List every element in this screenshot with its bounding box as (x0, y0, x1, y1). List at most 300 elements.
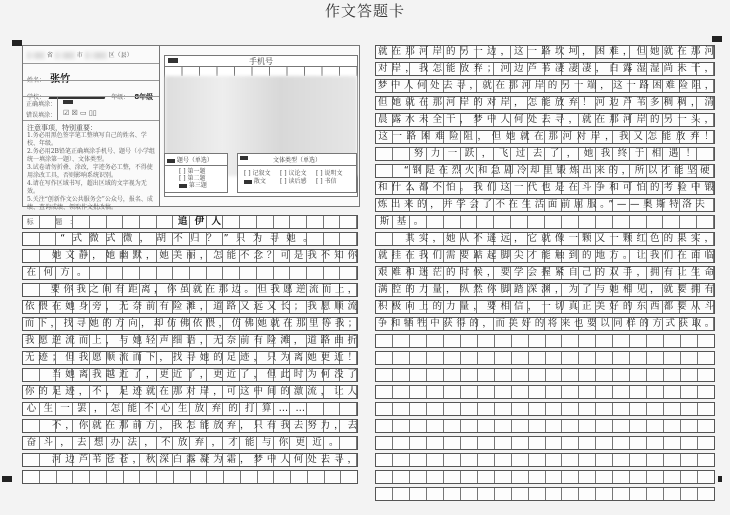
essay-row[interactable] (375, 147, 715, 161)
grid-cell (613, 403, 630, 415)
grid-cell (393, 454, 410, 466)
grid-cell (478, 437, 495, 449)
essay-row-text: 她文静，她幽默，她美丽，怎能不念？可是我不知你 (24, 250, 361, 261)
essay-row[interactable] (22, 453, 361, 467)
grid-cell (478, 488, 495, 500)
genre-choice (237, 153, 357, 193)
grid-cell (427, 420, 444, 432)
grid-cell (478, 369, 495, 381)
grid-cell (596, 386, 613, 398)
grid-cell (427, 471, 444, 483)
grid-cell (308, 471, 325, 483)
empty-row[interactable] (375, 351, 715, 365)
essay-row[interactable] (375, 113, 719, 127)
grid-cell (393, 369, 410, 381)
grid-cell (647, 403, 664, 415)
grid-cell (579, 403, 596, 415)
marker-icon (240, 156, 248, 160)
essay-row[interactable] (375, 198, 715, 212)
notice-title: 注意事项，特别重要： (27, 124, 97, 132)
empty-row[interactable] (375, 334, 715, 348)
genre-option[interactable]: [ ] 记叙文 (244, 170, 271, 177)
essay-row[interactable] (22, 436, 358, 450)
grid-cell (376, 386, 393, 398)
grid-cell (698, 386, 714, 398)
empty-row[interactable] (375, 368, 715, 382)
grid-cell (123, 267, 140, 279)
grid-cell (613, 454, 630, 466)
question-choice (164, 153, 228, 193)
grid-cell (258, 471, 275, 483)
notice-item: 4.请在写作区域书写，超出区域的文字视为无效。 (27, 180, 147, 195)
phone-label: 手机号 (249, 57, 273, 66)
grid-cell (579, 471, 596, 483)
grid-cell (40, 471, 57, 483)
grid-cell (647, 216, 664, 228)
essay-row[interactable] (375, 249, 719, 263)
grid-cell (512, 369, 529, 381)
grid-cell (410, 369, 427, 381)
grid-cell (630, 216, 647, 228)
essay-row-text: 斯基。 (379, 216, 431, 227)
grid-cell (274, 471, 291, 483)
grid-cell (681, 420, 698, 432)
grid-cell (341, 471, 357, 483)
essay-row[interactable] (22, 317, 361, 331)
grid-cell (596, 454, 613, 466)
grid-cell (461, 335, 478, 347)
grid-cell (107, 471, 124, 483)
essay-row-text: 满腔的力量，纵然你脚踏深渊，为了与她相见，就要拥有 (378, 284, 719, 295)
grid-cell (324, 216, 341, 228)
grid-cell (410, 420, 427, 432)
grid-cell (613, 471, 630, 483)
writing-grid-left[interactable] (22, 215, 361, 485)
grid-cell (324, 267, 341, 279)
grid-cell (562, 454, 579, 466)
grid-cell (613, 369, 630, 381)
grid-cell (579, 420, 596, 432)
grid-cell (257, 216, 274, 228)
essay-row[interactable] (22, 351, 361, 365)
essay-title: 追伊人 (177, 216, 229, 227)
grid-cell (444, 386, 461, 398)
grid-cell (630, 352, 647, 364)
grid-cell (427, 369, 444, 381)
grid-cell (664, 386, 681, 398)
grid-cell (613, 335, 630, 347)
grid-cell (461, 471, 478, 483)
empty-row[interactable] (375, 419, 715, 433)
grid-cell (681, 335, 698, 347)
grid-cell (613, 386, 630, 398)
genre-option[interactable]: [ ] 说明文 (316, 170, 343, 177)
grid-cell (630, 488, 647, 500)
grid-cell (494, 216, 511, 228)
grid-cell (596, 403, 613, 415)
grid-cell (596, 369, 613, 381)
province-label: 省 (46, 52, 53, 59)
grid-cell (630, 437, 647, 449)
filled-bubble (244, 180, 252, 184)
grid-cell (495, 352, 512, 364)
genre-option-selected[interactable] (244, 178, 278, 186)
question-option-3[interactable] (179, 182, 227, 189)
essay-row-text: 当她离我越近了，更近了，更近了，但此时为何没了 (24, 369, 361, 380)
grid-cell (444, 369, 461, 381)
grid-cell (495, 386, 512, 398)
grid-cell (511, 216, 528, 228)
grid-cell (681, 369, 698, 381)
grid-cell (630, 403, 647, 415)
marker-icon (167, 159, 175, 163)
grid-cell (647, 386, 664, 398)
grid-cell (461, 352, 478, 364)
essay-row-text: 就挂在我们需要踮起脚尖才能触到的地方。让我们在面临 (378, 250, 719, 261)
grid-cell (393, 386, 410, 398)
grid-cell (241, 471, 258, 483)
grid-cell (240, 267, 257, 279)
grid-cell (596, 437, 613, 449)
essay-row[interactable] (375, 232, 719, 246)
name-value: 张竹 (50, 74, 71, 85)
grid-cell (427, 454, 444, 466)
essay-row-text: 这一路困难险阻，但她就在那河对岸，我又怎能放弃！ (378, 131, 719, 142)
essay-row[interactable] (375, 181, 719, 195)
grid-cell (478, 386, 495, 398)
empty-row[interactable] (375, 402, 715, 416)
grid-cell (529, 471, 546, 483)
grid-cell (562, 352, 579, 364)
grid-cell (546, 471, 563, 483)
grid-cell (664, 369, 681, 381)
grid-cell (698, 403, 714, 415)
essay-row-text: 不，你就在那前方，我怎能放弃，只有我去努力，去 (24, 420, 361, 431)
grid-cell (427, 437, 444, 449)
grid-cell (512, 488, 529, 500)
grid-cell (140, 471, 157, 483)
grid-cell (376, 352, 393, 364)
grid-cell (664, 471, 681, 483)
grid-cell (562, 386, 579, 398)
essay-row-text: 对岸，我怎能放弃；河边芦苇凄凄凄，白露湿湿尚未干， (378, 63, 719, 74)
genre-option[interactable]: [ ] 读后感 (280, 178, 307, 185)
grid-cell (512, 403, 529, 415)
grid-cell (698, 471, 714, 483)
grid-cell (698, 352, 714, 364)
alignment-marker (12, 40, 22, 46)
grid-cell (324, 233, 341, 245)
grid-cell (528, 216, 545, 228)
essay-row[interactable] (22, 334, 361, 348)
grid-cell (393, 437, 410, 449)
grid-cell (546, 437, 563, 449)
grid-cell (123, 216, 140, 228)
grid-cell (478, 403, 495, 415)
grid-cell (579, 437, 596, 449)
essay-row[interactable] (22, 283, 361, 297)
grid-cell (393, 352, 410, 364)
grid-cell (529, 335, 546, 347)
grid-cell (546, 386, 563, 398)
grid-cell (529, 403, 546, 415)
grid-cell (681, 437, 698, 449)
grid-cell (340, 233, 357, 245)
grid-cell (512, 454, 529, 466)
essay-row-text: 无迹；但我愿顺流而下，找寻她的足迹，只为离她更近！ (24, 352, 361, 363)
grid-cell (596, 216, 613, 228)
grid-cell (461, 488, 478, 500)
grid-cell (191, 471, 208, 483)
question-option-2[interactable]: [ ] 第二题 (179, 175, 206, 182)
grid-cell (512, 420, 529, 432)
essay-row[interactable] (22, 249, 361, 263)
notices (27, 124, 155, 212)
grid-cell (562, 471, 579, 483)
grid-cell (546, 488, 563, 500)
grid-cell (23, 471, 40, 483)
grid-cell (529, 386, 546, 398)
alignment-marker (712, 36, 722, 42)
grid-cell (427, 386, 444, 398)
grid-cell (427, 403, 444, 415)
grid-cell (410, 335, 427, 347)
grid-cell (140, 216, 157, 228)
school-label: 学校： (27, 94, 46, 101)
grid-cell (307, 267, 324, 279)
option-label: 记叙文 (252, 170, 271, 177)
grade-label: 年级： (111, 94, 130, 101)
option-label: 说明文 (324, 170, 343, 177)
empty-row[interactable] (375, 470, 715, 484)
essay-row[interactable] (375, 266, 719, 280)
grid-cell (579, 386, 596, 398)
essay-row[interactable] (375, 45, 719, 59)
essay-row[interactable] (375, 215, 715, 229)
essay-row[interactable] (22, 368, 361, 382)
wrong-fill-samples: ☑ ☒ ▭ ▯▯ (63, 109, 97, 117)
option-label: 读后感 (288, 178, 307, 185)
grid-cell (697, 216, 714, 228)
grid-cell (478, 454, 495, 466)
grid-cell (664, 352, 681, 364)
grid-cell (410, 386, 427, 398)
essay-row[interactable] (375, 283, 719, 297)
question-choice-label: 题号（单选） (176, 157, 213, 164)
essay-row-text: 要你我之间有距离，你虽就在那边。但我愿逆流而上， (24, 284, 361, 295)
empty-row[interactable] (22, 470, 358, 484)
grid-cell (512, 352, 529, 364)
grid-cell (461, 403, 478, 415)
grid-cell (529, 420, 546, 432)
grid-cell (90, 471, 107, 483)
grid-cell (240, 216, 257, 228)
option-label: 第一题 (187, 168, 206, 175)
grid-cell (495, 437, 512, 449)
essay-row[interactable] (22, 385, 361, 399)
genre-option[interactable]: [ ] 议论文 (280, 170, 307, 177)
grid-cell (630, 386, 647, 398)
name-label: 姓名： (27, 77, 46, 84)
grid-cell (274, 216, 291, 228)
empty-row[interactable] (375, 487, 715, 501)
grid-cell (579, 352, 596, 364)
grid-cell (545, 216, 562, 228)
grid-cell (461, 420, 478, 432)
grid-cell (107, 216, 124, 228)
essay-row-text: 积极向上的力量，要相信，一切真正美好的东西都要从斗 (378, 301, 719, 312)
grid-cell (512, 437, 529, 449)
grid-cell (512, 471, 529, 483)
essay-row-text: 你的足迹，不，足迹就在那对岸，可这中间的激流，让人 (24, 386, 361, 397)
grid-cell (444, 216, 461, 228)
essay-row[interactable] (22, 232, 358, 246)
grid-cell (562, 216, 579, 228)
grid-cell (410, 352, 427, 364)
grid-cell (376, 488, 393, 500)
grid-cell (376, 420, 393, 432)
grid-cell (613, 437, 630, 449)
grid-cell (190, 267, 207, 279)
essay-row[interactable] (375, 300, 719, 314)
grid-cell (90, 216, 107, 228)
grid-cell (444, 403, 461, 415)
essay-row-text: 炼出来的，并学会了不在生活面前屈服。”——奥斯特洛夫 (377, 199, 709, 210)
grid-cell (681, 471, 698, 483)
grid-cell (427, 352, 444, 364)
essay-row-text: “钢是在烈火和急剧冷却里锻炼出来的，所以才能坚硬 (377, 165, 714, 176)
essay-row-text: 其实，她从不遥远，它就像一颗又一颗红色的果实， (378, 233, 719, 244)
title-row[interactable] (22, 215, 358, 229)
grid-cell (630, 335, 647, 347)
essay-row[interactable] (375, 96, 719, 110)
grid-cell (140, 267, 157, 279)
grid-cell (698, 437, 714, 449)
grid-cell (579, 369, 596, 381)
grid-cell (393, 471, 410, 483)
essay-row[interactable] (22, 300, 361, 314)
essay-row[interactable] (375, 317, 718, 331)
grid-cell (410, 488, 427, 500)
grid-cell (562, 335, 579, 347)
essay-row-text: “式微式微，胡不归？”只为寻她。 (26, 233, 320, 244)
essay-row[interactable] (375, 130, 719, 144)
grid-cell (478, 352, 495, 364)
grid-cell (376, 437, 393, 449)
grid-cell (157, 267, 174, 279)
grid-cell (461, 216, 478, 228)
grid-cell (647, 471, 664, 483)
essay-row-text: 但她就在那河岸的对岸，怎能放弃！河边芦苇多稠稠，清 (378, 97, 719, 108)
grid-cell (291, 471, 308, 483)
notice-item: 1.务必用黑色签字笔工整填写自己的姓名、学校、年级。 (27, 132, 147, 147)
essay-row-text: 而下，找寻她的方向，却仿佛依偎，仿佛她就在那里等我； (24, 318, 361, 329)
essay-row[interactable] (22, 419, 361, 433)
grid-cell (274, 267, 291, 279)
grid-cell (647, 335, 664, 347)
grid-cell (613, 352, 630, 364)
essay-row-text: 我愿逆流而上，与她轻声细语，无奈前有险滩，道路曲折 (24, 335, 361, 346)
grid-cell (495, 420, 512, 432)
grid-cell (410, 403, 427, 415)
grid-cell (340, 403, 357, 415)
grid-cell (290, 216, 307, 228)
question-option-1[interactable]: [ ] 第一题 (179, 168, 206, 175)
grid-cell (579, 216, 596, 228)
grid-cell (546, 369, 563, 381)
grid-cell (340, 216, 357, 228)
writing-grid-right[interactable] (375, 45, 719, 507)
grid-cell (512, 335, 529, 347)
grid-cell (613, 420, 630, 432)
grid-cell (223, 267, 240, 279)
grid-cell (664, 488, 681, 500)
grid-cell (512, 386, 529, 398)
notice-item: 3.试卷请勿折叠、涂改，字迹务必工整，不得使用涂改工具，否则影响系统识别。 (27, 164, 153, 179)
essay-row[interactable] (375, 62, 719, 76)
grid-cell (546, 403, 563, 415)
grid-cell (495, 471, 512, 483)
grid-cell (647, 454, 664, 466)
grid-cell (495, 403, 512, 415)
grid-cell (698, 420, 714, 432)
grid-cell (444, 488, 461, 500)
essay-row-text: 在何方。 (26, 267, 94, 278)
grid-cell (477, 216, 494, 228)
grid-cell (529, 488, 546, 500)
grade-value: 8年级 (134, 93, 154, 101)
district-label: 区（县） (108, 52, 133, 59)
grid-cell (376, 369, 393, 381)
grid-cell (529, 454, 546, 466)
genre-option[interactable]: [ ] 书信 (316, 178, 337, 185)
grid-cell (444, 437, 461, 449)
grid-cell (698, 454, 714, 466)
grid-cell (444, 471, 461, 483)
notice-item: 5.关注“创新作文公共服务会”公众号，报名、成绩、查询成绩、领取作文批改稿。 (27, 196, 153, 211)
grid-cell (376, 403, 393, 415)
option-label: 散文 (253, 178, 266, 185)
grid-cell (478, 471, 495, 483)
grid-cell (529, 352, 546, 364)
essay-row-text: 和什么都不怕。我们这一代也是在斗争和可怕的考验中锻 (378, 182, 719, 193)
grid-cell (596, 488, 613, 500)
genre-choice-label: 文体类型（单选） (272, 157, 321, 164)
grid-cell (562, 369, 579, 381)
essay-row-text: 晨露水未全干，梦中人何处去寻，就在那河岸的另一头， (378, 114, 719, 125)
essay-row[interactable] (375, 79, 718, 93)
grid-cell (207, 471, 224, 483)
grid-cell (393, 488, 410, 500)
grid-cell (444, 454, 461, 466)
empty-row[interactable] (375, 385, 715, 399)
grid-cell (444, 335, 461, 347)
grid-cell (613, 216, 630, 228)
essay-row[interactable] (375, 164, 715, 178)
empty-row[interactable] (375, 453, 715, 467)
region-row (27, 50, 157, 62)
grid-cell (461, 454, 478, 466)
empty-row[interactable] (375, 436, 715, 450)
grid-cell (427, 488, 444, 500)
grid-cell (324, 403, 341, 415)
essay-row[interactable] (22, 266, 358, 280)
grid-cell (647, 488, 664, 500)
wrong-fill-label: 错误填涂： (26, 112, 57, 119)
grid-cell (478, 420, 495, 432)
grid-cell (340, 267, 357, 279)
essay-row[interactable] (22, 402, 358, 416)
